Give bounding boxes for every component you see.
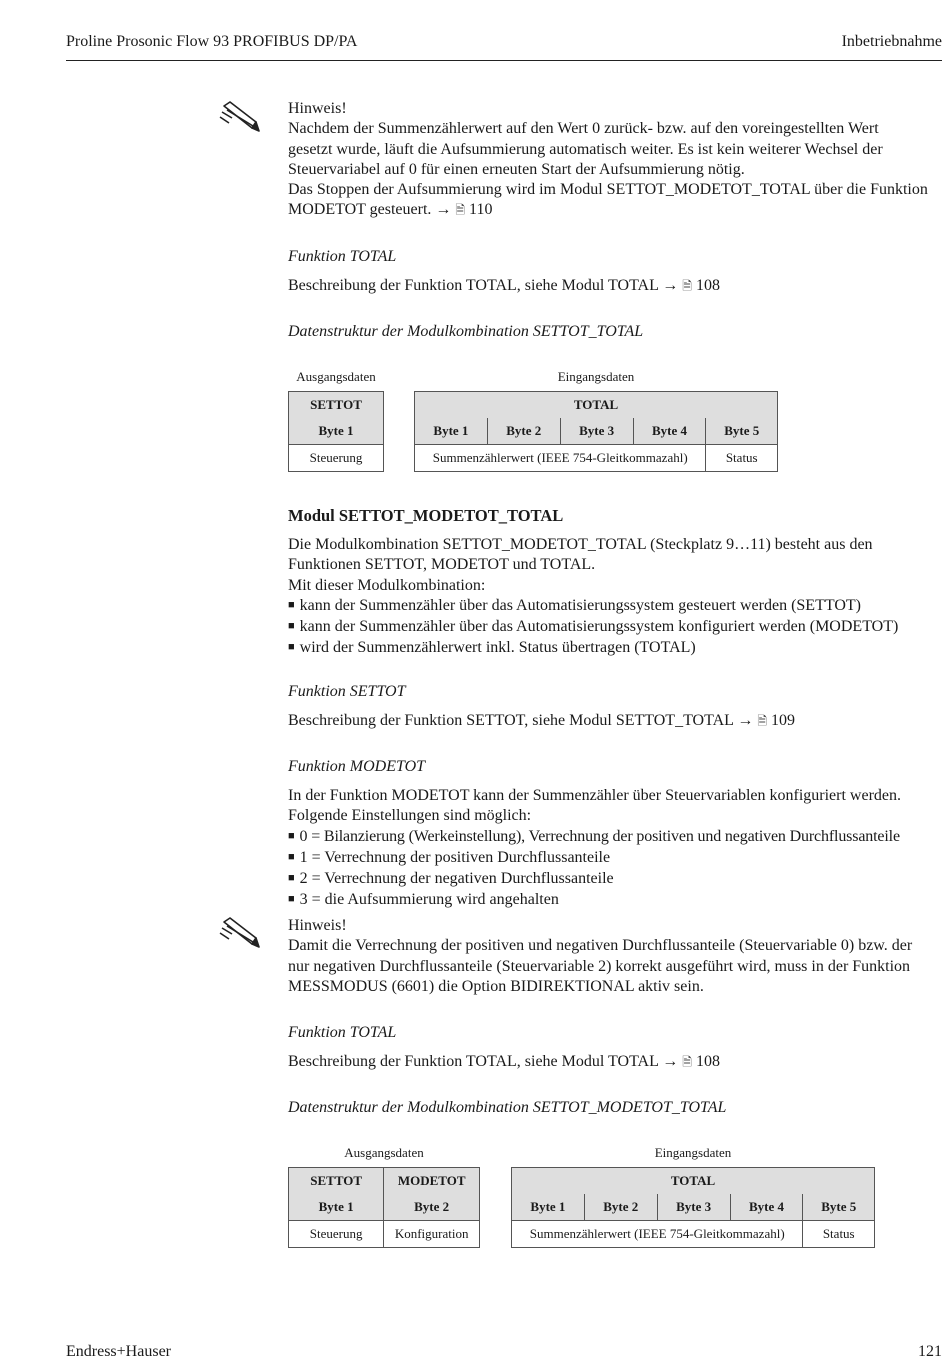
byte-cell: Byte 2 <box>584 1194 657 1221</box>
page-ref-icon: 🗎 <box>757 714 767 728</box>
module-intro <box>288 535 942 660</box>
description-text: Beschreibung der Funktion TOTAL, siehe Modul TOTAL <box>288 1053 659 1070</box>
footer-brand: Endress+Hauser <box>66 1343 171 1360</box>
note-line: MESSMODUS (6601) die Option BIDIREKTIONAL aktiv sein. <box>288 977 704 995</box>
output-caption: Ausgangsdaten <box>344 1145 424 1160</box>
section-heading: Funktion SETTOT <box>288 683 406 700</box>
note-line: Nachdem der Summenzählerwert auf den Wert 0 zurück- bzw. auf den voreingestellten Wert <box>288 120 879 138</box>
arrow-icon: → <box>662 277 679 294</box>
list-item: ■ 2 = Verrechnung der negativen Durchflussanteile <box>288 869 948 890</box>
body-line: Folgende Einstellungen sind möglich: <box>288 807 532 825</box>
byte-cell: Byte 3 <box>560 418 633 445</box>
byte-cell: Byte 1 <box>415 418 488 445</box>
page-ref-link[interactable]: 110 <box>469 201 493 219</box>
modetot-body <box>288 786 948 912</box>
note-line: gesetzt wurde, läuft die Aufsummierung automatisch weiter. Es ist kein weiterer Wechsel der <box>288 140 883 158</box>
note-line: Steuervariabel auf 0 für einen erneuten Start der Aufsummierung nötig. <box>288 160 745 178</box>
note-line: Das Stoppen der Aufsummierung wird im Modul SETTOT_MODETOT_TOTAL über die Funktion <box>288 181 928 199</box>
input-caption: Eingangsdaten <box>557 369 635 384</box>
page-ref-link[interactable]: 109 <box>771 712 795 729</box>
intro-line: Mit dieser Modulkombination: <box>288 576 486 594</box>
input-data-table <box>414 391 778 472</box>
status-cell: Status <box>706 445 778 472</box>
output-data-table <box>288 1167 480 1248</box>
output-caption: Ausgangsdaten <box>296 369 376 384</box>
pencil-note-icon <box>218 914 260 948</box>
byte-cell: Byte 4 <box>633 418 706 445</box>
output-data-table <box>288 391 384 472</box>
intro-line: Die Modulkombination SETTOT_MODETOT_TOTAL (Steckplatz 9…11) besteht aus den <box>288 536 873 553</box>
section-heading: Datenstruktur der Modulkombination SETTOT_TOTAL <box>288 323 644 340</box>
list-item: ■ 3 = die Aufsummierung wird angehalten <box>288 890 948 911</box>
module-name-cell: SETTOT <box>289 392 384 419</box>
page-ref-icon: 🗎 <box>455 203 466 218</box>
byte-cell: Byte 3 <box>657 1194 730 1221</box>
byte-cell: Byte 5 <box>706 418 778 445</box>
list-item: ■ 0 = Bilanzierung (Werkeinstellung), Verrechnung der positiven und negativen Durchflussanteile <box>288 827 948 848</box>
module-heading: Modul SETTOT_MODETOT_TOTAL <box>288 506 564 525</box>
page-ref-icon: 🗎 <box>682 279 692 293</box>
note-title: Hinweis! <box>288 917 347 934</box>
byte-cell: Byte 2 <box>487 418 560 445</box>
description-cell: Steuerung <box>289 445 384 472</box>
byte-cell: Byte 1 <box>512 1194 585 1221</box>
arrow-icon: → <box>662 1053 679 1070</box>
byte-cell: Byte 1 <box>289 1194 384 1221</box>
list-item: ■ kann der Summenzähler über das Automatisierungssystem gesteuert werden (SETTOT) <box>288 596 942 617</box>
header-title: Proline Prosonic Flow 93 PROFIBUS DP/PA <box>66 33 358 50</box>
list-item: ■ wird der Summenzählerwert inkl. Status übertragen (TOTAL) <box>288 638 942 659</box>
body-line: In der Funktion MODETOT kann der Summenzähler über Steuervariablen konfiguriert werden. <box>288 787 902 804</box>
function-description <box>288 1052 720 1072</box>
module-section <box>288 506 942 526</box>
list-item: ■ 1 = Verrechnung der positiven Durchflussanteile <box>288 848 948 869</box>
page-ref-icon: 🗎 <box>682 1055 692 1069</box>
modetot-bullet-list <box>288 827 948 912</box>
module-name-cell: TOTAL <box>415 392 778 419</box>
description-text: Beschreibung der Funktion TOTAL, siehe Modul TOTAL <box>288 277 659 294</box>
byte-cell: Byte 1 <box>289 418 384 445</box>
section-heading: Datenstruktur der Modulkombination SETTOT_MODETOT_TOTAL <box>288 1099 727 1116</box>
module-name-cell: SETTOT <box>289 1168 384 1195</box>
byte-cell: Byte 2 <box>384 1194 480 1221</box>
value-description-cell: Summenzählerwert (IEEE 754-Gleitkommazahl) <box>415 445 706 472</box>
section-heading: Funktion TOTAL <box>288 1024 397 1041</box>
description-text: Beschreibung der Funktion SETTOT, siehe Modul SETTOT_TOTAL <box>288 712 734 729</box>
description-cell: Steuerung <box>289 1221 384 1248</box>
page-number: 121 <box>918 1343 942 1360</box>
note-line: nur negativen Durchflussanteile (Steuervariable 2) korrekt ausgeführt wird, muss in der Funktion <box>288 957 911 975</box>
value-description-cell: Summenzählerwert (IEEE 754-Gleitkommazahl) <box>512 1221 803 1248</box>
function-description <box>288 276 720 296</box>
input-data-table <box>511 1167 875 1248</box>
module-name-cell: TOTAL <box>512 1168 875 1195</box>
note-line: Damit die Verrechnung der positiven und negativen Durchflussanteile (Steuervariable 0) bzw. der <box>288 937 913 955</box>
input-caption: Eingangsdaten <box>654 1145 732 1160</box>
arrow-icon: → <box>435 201 452 219</box>
pencil-note-icon <box>218 98 260 132</box>
note-1 <box>288 99 942 221</box>
intro-line: Funktionen SETTOT, MODETOT und TOTAL. <box>288 556 596 574</box>
header-section: Inbetriebnahme <box>841 33 942 50</box>
function-description <box>288 711 795 731</box>
byte-cell: Byte 5 <box>803 1194 875 1221</box>
section-heading: Funktion TOTAL <box>288 248 397 265</box>
note-2 <box>288 916 942 997</box>
note-line-text: MODETOT gesteuert. <box>288 201 432 219</box>
page-ref-link[interactable]: 108 <box>695 1053 720 1070</box>
note-line <box>288 200 942 220</box>
page-ref-link[interactable]: 108 <box>695 277 720 294</box>
description-cell: Konfiguration <box>384 1221 480 1248</box>
list-item: ■ kann der Summenzähler über das Automatisierungssystem konfiguriert werden (MODETOT) <box>288 617 942 638</box>
byte-cell: Byte 4 <box>730 1194 803 1221</box>
module-bullet-list <box>288 596 942 660</box>
status-cell: Status <box>803 1221 875 1248</box>
section-heading: Funktion MODETOT <box>288 758 426 775</box>
arrow-icon: → <box>737 712 754 729</box>
header-rule <box>66 60 942 61</box>
module-name-cell: MODETOT <box>384 1168 480 1195</box>
note-title: Hinweis! <box>288 100 347 117</box>
